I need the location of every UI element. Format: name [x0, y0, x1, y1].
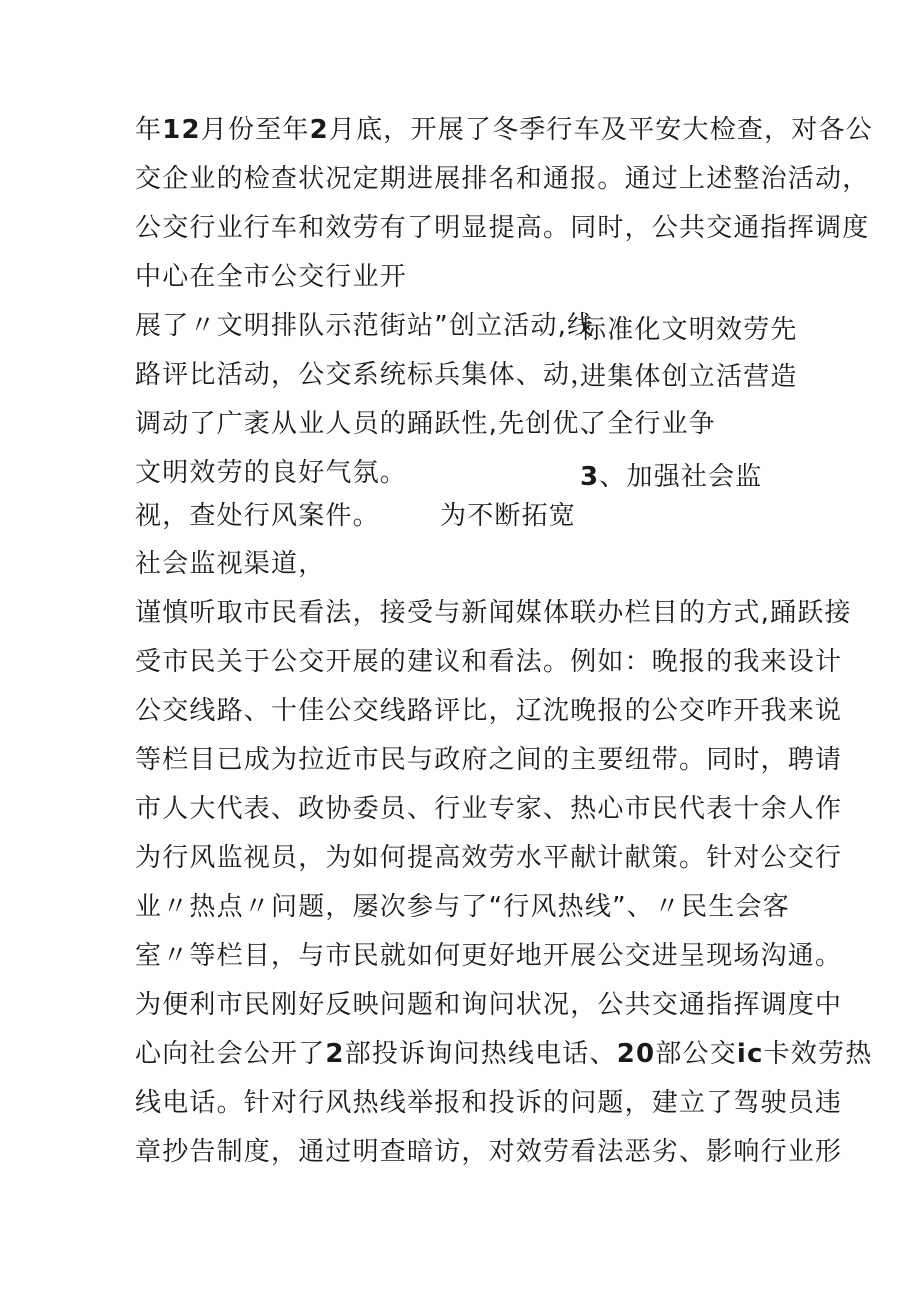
- paragraph-line: 章抄告制度，通过明查暗访，对效劳看法恶劣、影响行业形: [135, 1137, 843, 1167]
- left-column-line: 展了〃文明排队示范街站”创立活动,线: [135, 311, 595, 341]
- left-column-line: 调动了广袤从业人员的踊跃性,先创优、: [135, 409, 607, 439]
- right-column-line: 进集体创立活营造: [580, 362, 798, 392]
- left-column-line: 文明效劳的良好气氛。: [135, 458, 408, 488]
- paragraph-line: 社会监视渠道，: [135, 549, 326, 579]
- paragraph-line: 室〃等栏目，与市民就如何更好地开展公交进呈现场沟通。: [135, 941, 843, 971]
- split-line-left: 视，查处行风案件。: [135, 501, 380, 531]
- paragraph-line: 受市民关于公交开展的建议和看法。例如：晚报的我来设计: [135, 647, 843, 677]
- paragraph-line: 等栏目已成为拉近市民与政府之间的主要纽带。同时，聘请: [135, 745, 843, 775]
- paragraph-line: 市人大代表、政协委员、行业专家、热心市民代表十余人作: [135, 794, 843, 824]
- paragraph-line: 为便利市民刚好反映问题和询问状况，公共交通指挥调度中: [135, 990, 843, 1020]
- right-column-line: 标准化文明效劳先: [580, 315, 798, 345]
- paragraph-line: 心向社会公开了2部投诉询问热线电话、20部公交ic卡效劳热: [135, 1039, 873, 1069]
- paragraph-line: 中心在全市公交行业开: [135, 262, 408, 292]
- paragraph-line: 线电话。针对行风热线举报和投诉的问题，建立了驾驶员违: [135, 1088, 843, 1118]
- left-column-line: 路评比活动，公交系统标兵集体、动，: [135, 360, 598, 390]
- paragraph-line: 为行风监视员，为如何提高效劳水平献计献策。针对公交行: [135, 843, 843, 873]
- paragraph-line: 年12月份至年2月底，开展了冬季行车及平安大检查，对各公: [135, 115, 873, 145]
- split-line-right: 为不断拓宽: [440, 501, 577, 531]
- right-column-line: 了全行业争: [580, 409, 717, 439]
- paragraph-line: 公交线路、十佳公交线路评比，辽沈晚报的公交咋开我来说: [135, 696, 843, 726]
- paragraph-line: 公交行业行车和效劳有了明显提高。同时，公共交通指挥调度: [135, 213, 870, 243]
- paragraph-line: 交企业的检查状况定期进展排名和通报。通过上述整治活动，: [135, 164, 870, 194]
- section-heading: 3、加强社会监: [580, 462, 763, 492]
- paragraph-line: 业〃热点〃问题，屡次参与了“行风热线”、〃民生会客: [135, 892, 790, 922]
- paragraph-line: 谨慎听取市民看法，接受与新闻媒体联办栏目的方式,踊跃接: [135, 598, 852, 628]
